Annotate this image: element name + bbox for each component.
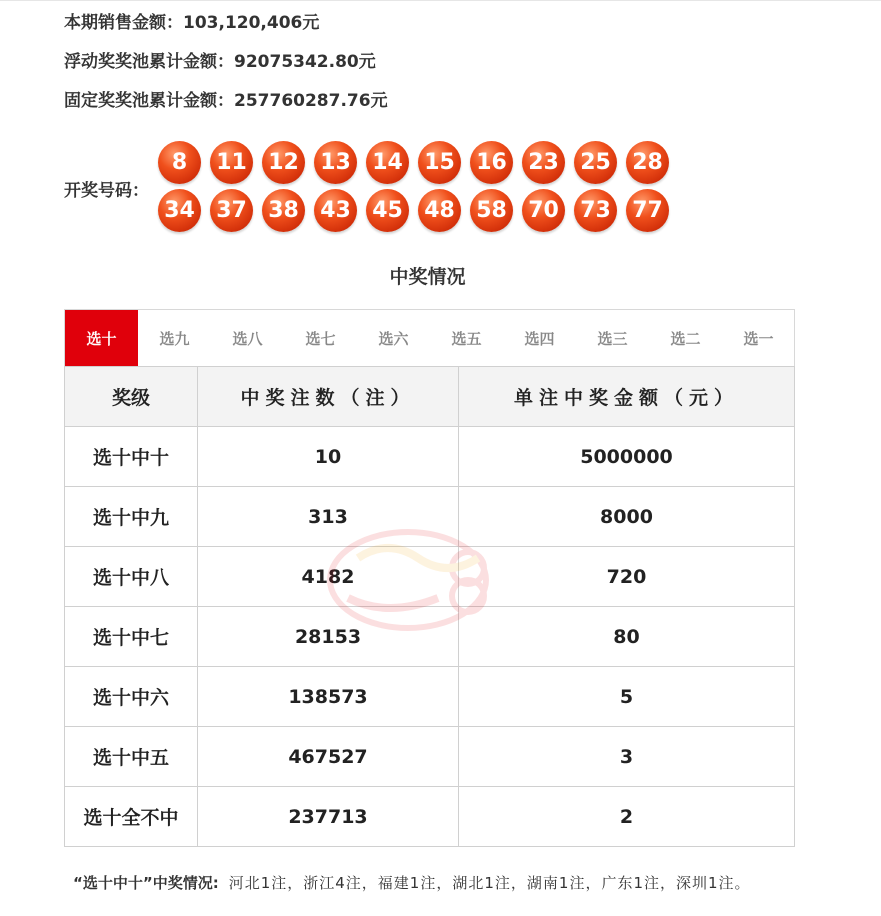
- winner-count-cell: 138573: [198, 667, 459, 727]
- winner-count-cell: 467527: [198, 727, 459, 787]
- number-ball: 38: [262, 189, 305, 232]
- table-row: [65, 487, 795, 547]
- table-row: [65, 607, 795, 667]
- ball-row-1: [158, 138, 678, 186]
- prize-table: [64, 366, 795, 847]
- prize-amount-cell: 2: [459, 787, 795, 847]
- number-ball: 14: [366, 141, 409, 184]
- number-ball: 70: [522, 189, 565, 232]
- ball-row-2: [158, 186, 678, 234]
- number-ball: 43: [314, 189, 357, 232]
- winner-count-cell: 10: [198, 427, 459, 487]
- prize-level-cell: 选十中五: [65, 727, 198, 787]
- tab-xuan-wu[interactable]: 选五: [451, 329, 482, 348]
- play-type-tabs: [64, 309, 795, 366]
- tab-xuan-si[interactable]: 选四: [524, 329, 555, 348]
- prize-level-cell: 选十中九: [65, 487, 198, 547]
- prize-amount-cell: 5: [459, 667, 795, 727]
- table-row: [65, 727, 795, 787]
- winner-count-cell: 28153: [198, 607, 459, 667]
- header-prize-level: 奖级: [65, 367, 198, 427]
- tab-xuan-san[interactable]: 选三: [597, 329, 628, 348]
- top-divider: [0, 0, 881, 6]
- tab-xuan-ba[interactable]: 选八: [232, 329, 263, 348]
- number-ball: 16: [470, 141, 513, 184]
- table-row: [65, 547, 795, 607]
- fixed-pool-label: 固定奖奖池累计金额：: [64, 91, 234, 111]
- ball-grid: [158, 138, 678, 234]
- number-ball: 11: [210, 141, 253, 184]
- top-prize-distribution-text: 河北1注，浙江4注，福建1注，湖北1注，湖南1注，广东1注，深圳1注。: [228, 874, 751, 892]
- number-ball: 12: [262, 141, 305, 184]
- prize-amount-cell: 80: [459, 607, 795, 667]
- prize-level-cell: 选十中六: [65, 667, 198, 727]
- prize-amount-cell: 5000000: [459, 427, 795, 487]
- prize-level-cell: 选十中八: [65, 547, 198, 607]
- number-ball: 13: [314, 141, 357, 184]
- number-ball: 15: [418, 141, 461, 184]
- winner-count-cell: 313: [198, 487, 459, 547]
- number-ball: 77: [626, 189, 669, 232]
- sales-amount-label: 本期销售金额：: [64, 13, 183, 33]
- section-title: 中奖情况: [389, 266, 466, 288]
- fixed-pool-line: [64, 86, 388, 111]
- number-ball: 48: [418, 189, 461, 232]
- sales-amount-line: [64, 8, 319, 33]
- tab-xuan-liu[interactable]: 选六: [378, 329, 409, 348]
- floating-pool-value: 92075342.80元: [234, 52, 376, 72]
- tab-xuan-shi[interactable]: 选十: [65, 310, 138, 366]
- header-winner-count: 中奖注数（注）: [198, 367, 459, 427]
- prize-amount-cell: 8000: [459, 487, 795, 547]
- prize-amount-cell: 3: [459, 727, 795, 787]
- header-prize-amount: 单注中奖金额（元）: [459, 367, 795, 427]
- table-row: [65, 667, 795, 727]
- number-ball: 58: [470, 189, 513, 232]
- tab-xuan-jiu[interactable]: 选九: [159, 329, 190, 348]
- number-ball: 37: [210, 189, 253, 232]
- number-ball: 25: [574, 141, 617, 184]
- number-ball: 23: [522, 141, 565, 184]
- sales-amount-value: 103,120,406元: [183, 13, 320, 33]
- table-row: [65, 427, 795, 487]
- winner-count-cell: 4182: [198, 547, 459, 607]
- winning-numbers: [64, 138, 704, 234]
- number-ball: 8: [158, 141, 201, 184]
- winning-numbers-label: 开奖号码：: [64, 181, 149, 201]
- prize-level-cell: 选十全不中: [65, 787, 198, 847]
- winner-count-cell: 237713: [198, 787, 459, 847]
- tab-xuan-er[interactable]: 选二: [670, 329, 701, 348]
- number-ball: 45: [366, 189, 409, 232]
- tab-xuan-qi[interactable]: 选七: [305, 329, 336, 348]
- number-ball: 28: [626, 141, 669, 184]
- fixed-pool-value: 257760287.76元: [234, 91, 388, 111]
- prize-level-cell: 选十中十: [65, 427, 198, 487]
- prize-level-cell: 选十中七: [65, 607, 198, 667]
- floating-pool-line: [64, 47, 376, 72]
- tab-xuan-yi[interactable]: 选一: [743, 329, 774, 348]
- prize-amount-cell: 720: [459, 547, 795, 607]
- table-header-row: [65, 367, 795, 427]
- table-row: [65, 787, 795, 847]
- floating-pool-label: 浮动奖奖池累计金额：: [64, 52, 234, 72]
- top-prize-distribution: [64, 872, 824, 895]
- top-prize-distribution-label: “选十中十”中奖情况:: [73, 874, 219, 892]
- number-ball: 73: [574, 189, 617, 232]
- number-ball: 34: [158, 189, 201, 232]
